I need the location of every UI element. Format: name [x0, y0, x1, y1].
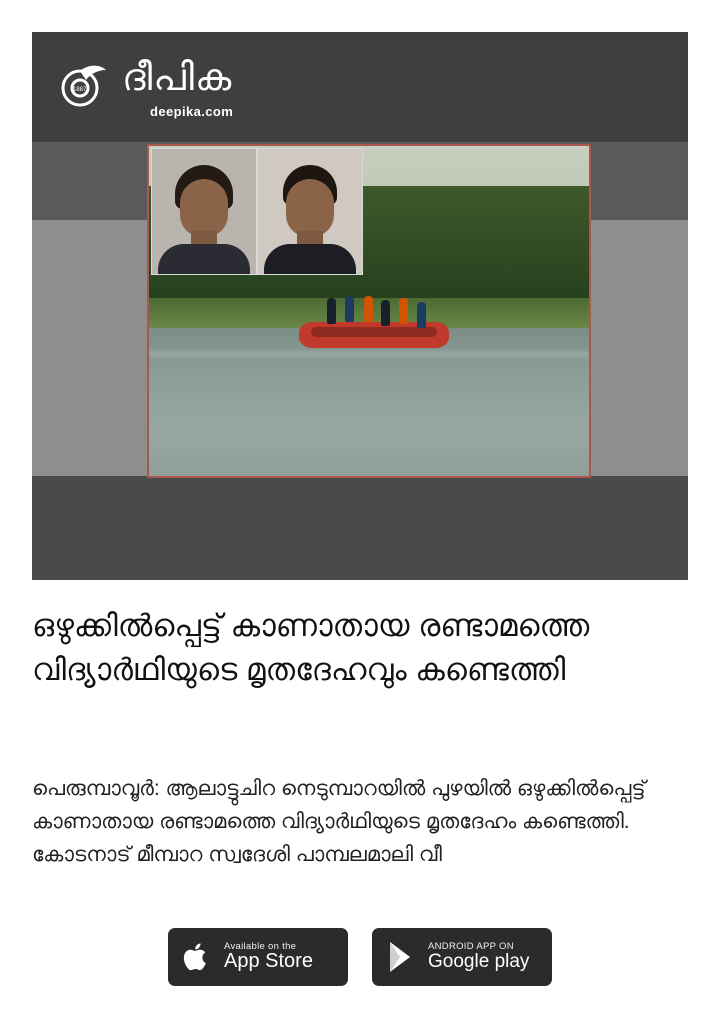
google-play-word-play: play — [494, 951, 530, 973]
google-play-word: Google — [428, 951, 490, 973]
rescue-person — [399, 298, 408, 324]
app-store-text — [224, 942, 313, 973]
portrait-shirt — [264, 244, 356, 274]
google-play-icon — [384, 938, 418, 976]
student-portrait-2 — [257, 148, 363, 275]
app-store-title: App Store — [224, 950, 313, 973]
google-play-badge[interactable] — [372, 928, 552, 986]
photo-water-shimmer — [149, 351, 589, 357]
rescue-boat-deck — [311, 327, 437, 337]
portrait-face — [180, 179, 228, 237]
deepika-lamp-icon — [60, 58, 112, 110]
student-portrait-1 — [151, 148, 257, 275]
svg-text:1887: 1887 — [73, 87, 87, 93]
logo-url: deepika.com — [150, 104, 234, 119]
store-badges — [0, 928, 720, 986]
rescue-person — [327, 298, 336, 324]
logo-wordmark: ദീപിക — [122, 57, 233, 99]
google-play-text — [428, 942, 529, 972]
article-body: പെരുമ്പാവൂർ: ആലാട്ടുചിറ നെടുമ്പാറയിൽ പുഴയിൽ ഒഴുക്കിൽപ്പെട്ട് കാണാതായ രണ്ടാമത്തെ വിദ്യാർഥിയുടെ മൃതദേഹം കണ്ടെത്തി. കോടനാട് മീമ്പാറ സ്വദേശി പാമ്പലമാലി വീ — [32, 777, 646, 866]
rescue-person — [417, 302, 426, 328]
google-play-subtitle: ANDROID APP ON — [428, 941, 514, 953]
app-store-badge[interactable] — [168, 928, 348, 986]
rescue-person — [381, 300, 390, 326]
rescue-person — [345, 296, 354, 322]
google-play-title — [428, 952, 529, 972]
news-photo — [147, 144, 591, 478]
app-store-subtitle: Available on the — [224, 940, 297, 952]
rescue-person — [364, 296, 373, 322]
portrait-face — [286, 179, 334, 237]
media-card — [32, 32, 688, 580]
portrait-shirt — [158, 244, 250, 274]
apple-icon — [180, 938, 214, 976]
media-band-bottom — [32, 476, 688, 580]
deepika-logo[interactable] — [60, 56, 290, 130]
page-title: ഒഴുക്കിൽപ്പെട്ട് കാണാതായ രണ്ടാമത്തെ വിദ്യാർഥിയുടെ മൃതദേഹവും കണ്ടെത്തി — [32, 608, 590, 687]
